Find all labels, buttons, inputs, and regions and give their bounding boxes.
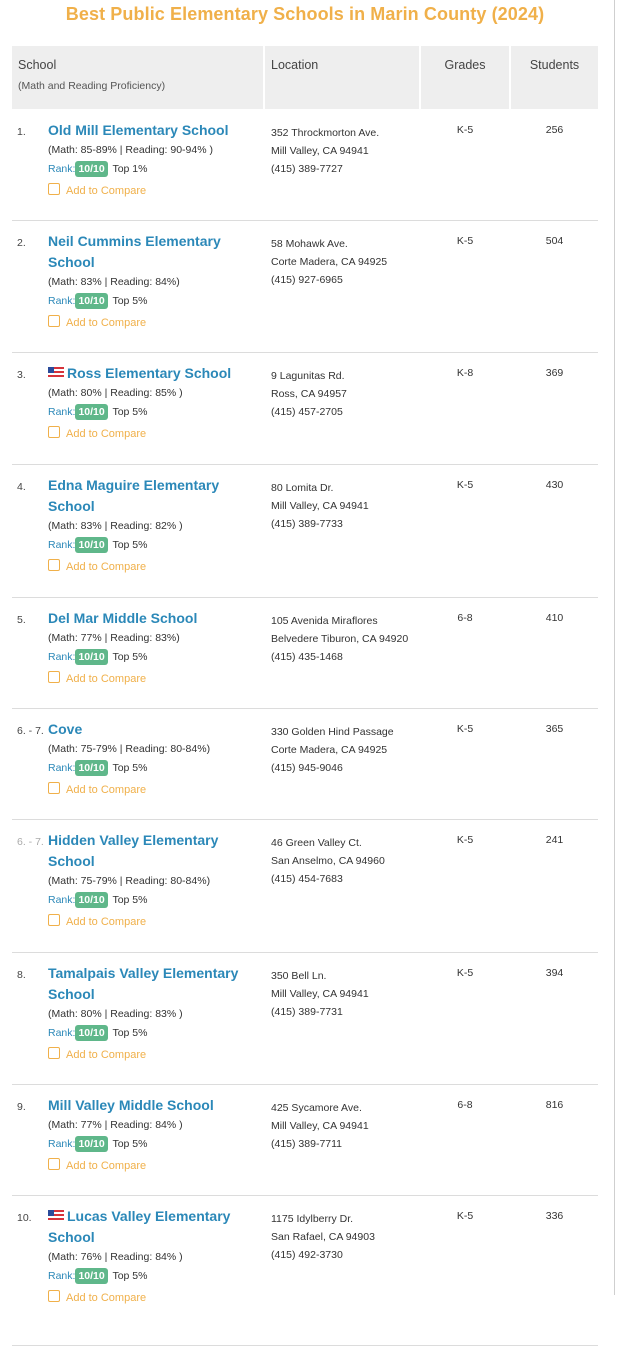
rank-label: Rank: xyxy=(48,762,76,774)
rank-number: 5. xyxy=(17,614,26,626)
rank-line xyxy=(48,1135,253,1153)
table-header xyxy=(12,46,598,109)
header-school-label: School xyxy=(18,58,57,72)
top-percent: Top 5% xyxy=(112,1270,148,1282)
top-percent: Top 5% xyxy=(112,894,148,906)
add-to-compare[interactable] xyxy=(48,782,253,797)
phone: (415) 454-7683 xyxy=(271,873,343,885)
rating-badge: 10/10 xyxy=(75,1268,107,1284)
phone: (415) 435-1468 xyxy=(271,651,343,663)
students-cell: 336 xyxy=(545,1210,564,1222)
grades-cell: K-5 xyxy=(456,124,474,136)
location-cell xyxy=(271,124,421,178)
rank-line xyxy=(48,648,253,666)
school-link[interactable] xyxy=(48,475,253,517)
add-to-compare[interactable] xyxy=(48,183,253,198)
school-cell xyxy=(48,363,253,441)
compare-checkbox[interactable] xyxy=(48,782,60,794)
add-to-compare[interactable] xyxy=(48,1290,253,1305)
school-link[interactable] xyxy=(48,963,253,1005)
rank-label: Rank: xyxy=(48,539,76,551)
grades-cell: K-8 xyxy=(456,367,474,379)
rank-line xyxy=(48,403,253,421)
proficiency-scores: (Math: 77% | Reading: 83%) xyxy=(48,632,180,644)
city: Ross, CA 94957 xyxy=(271,388,347,400)
phone: (415) 927-6965 xyxy=(271,274,343,286)
school-cell xyxy=(48,475,253,574)
rank-line xyxy=(48,891,253,909)
rank-label: Rank: xyxy=(48,894,76,906)
flag-icon xyxy=(48,367,64,377)
rank-number: 9. xyxy=(17,1101,26,1113)
location-cell xyxy=(271,1099,421,1153)
school-link[interactable] xyxy=(48,830,253,872)
add-to-compare[interactable] xyxy=(48,315,253,330)
grades-cell: K-5 xyxy=(456,967,474,979)
compare-checkbox[interactable] xyxy=(48,914,60,926)
school-name: Mill Valley Middle School xyxy=(48,1097,214,1113)
compare-label: Add to Compare xyxy=(66,1049,147,1061)
rating-badge: 10/10 xyxy=(75,1025,107,1041)
school-cell xyxy=(48,719,253,797)
rating-badge: 10/10 xyxy=(75,892,107,908)
rank-label: Rank: xyxy=(48,651,76,663)
phone: (415) 492-3730 xyxy=(271,1249,343,1261)
school-name: Tamalpais Valley Elementary School xyxy=(48,965,239,1002)
rank-line xyxy=(48,160,253,178)
rating-badge: 10/10 xyxy=(75,293,107,309)
compare-label: Add to Compare xyxy=(66,561,147,573)
rank-label: Rank: xyxy=(48,406,76,418)
school-link[interactable] xyxy=(48,719,253,740)
rating-badge: 10/10 xyxy=(75,161,107,177)
compare-checkbox[interactable] xyxy=(48,559,60,571)
top-percent: Top 5% xyxy=(112,651,148,663)
school-link[interactable] xyxy=(48,1206,253,1248)
compare-label: Add to Compare xyxy=(66,428,147,440)
rating-badge: 10/10 xyxy=(75,760,107,776)
location-cell xyxy=(271,723,421,777)
school-link[interactable] xyxy=(48,363,253,384)
grades-cell: K-5 xyxy=(456,834,474,846)
address: 352 Throckmorton Ave. xyxy=(271,127,380,139)
add-to-compare[interactable] xyxy=(48,1047,253,1062)
compare-label: Add to Compare xyxy=(66,1160,147,1172)
page-border xyxy=(614,0,615,1295)
proficiency-scores: (Math: 85-89% | Reading: 90-94% ) xyxy=(48,144,213,156)
compare-checkbox[interactable] xyxy=(48,315,60,327)
address: 350 Bell Ln. xyxy=(271,970,327,982)
city: Corte Madera, CA 94925 xyxy=(271,256,388,268)
rank-label: Rank: xyxy=(48,1138,76,1150)
phone: (415) 389-7711 xyxy=(271,1138,343,1150)
compare-checkbox[interactable] xyxy=(48,1290,60,1302)
grades-cell: K-5 xyxy=(456,723,474,735)
table-row xyxy=(12,952,598,1085)
students-cell: 816 xyxy=(545,1099,564,1111)
rank-number: 3. xyxy=(17,369,26,381)
location-cell xyxy=(271,834,421,888)
address: 80 Lomita Dr. xyxy=(271,482,334,494)
rating-badge: 10/10 xyxy=(75,1136,107,1152)
top-percent: Top 5% xyxy=(112,1138,148,1150)
compare-label: Add to Compare xyxy=(66,1292,147,1304)
rank-line xyxy=(48,536,253,554)
rank-number: 8. xyxy=(17,969,26,981)
phone: (415) 389-7733 xyxy=(271,518,343,530)
location-cell xyxy=(271,967,421,1021)
proficiency-scores: (Math: 80% | Reading: 83% ) xyxy=(48,1008,183,1020)
address: 46 Green Valley Ct. xyxy=(271,837,362,849)
rank-number: 2. xyxy=(17,237,26,249)
header-location[interactable]: Location xyxy=(265,46,419,109)
students-cell: 394 xyxy=(545,967,564,979)
rank-label: Rank: xyxy=(48,295,76,307)
school-name: Lucas Valley Elementary School xyxy=(48,1208,231,1245)
rank-number: 1. xyxy=(17,126,26,138)
rank-label: Rank: xyxy=(48,1027,76,1039)
rank-number: 6. - 7. xyxy=(17,836,44,848)
phone: (415) 457-2705 xyxy=(271,406,343,418)
phone: (415) 945-9046 xyxy=(271,762,343,774)
school-cell xyxy=(48,1206,253,1305)
city: Mill Valley, CA 94941 xyxy=(271,145,369,157)
table-row xyxy=(12,352,598,465)
rank-label: Rank: xyxy=(48,1270,76,1282)
compare-label: Add to Compare xyxy=(66,317,147,329)
school-cell xyxy=(48,1095,253,1173)
add-to-compare[interactable] xyxy=(48,426,253,441)
school-link[interactable] xyxy=(48,608,253,629)
compare-label: Add to Compare xyxy=(66,673,147,685)
school-name: Old Mill Elementary School xyxy=(48,122,229,138)
school-cell xyxy=(48,830,253,929)
city: Mill Valley, CA 94941 xyxy=(271,500,369,512)
top-percent: Top 5% xyxy=(112,295,148,307)
rank-number: 4. xyxy=(17,481,26,493)
compare-label: Add to Compare xyxy=(66,916,147,928)
compare-checkbox[interactable] xyxy=(48,1047,60,1059)
proficiency-scores: (Math: 75-79% | Reading: 80-84%) xyxy=(48,875,211,887)
proficiency-scores: (Math: 75-79% | Reading: 80-84%) xyxy=(48,743,211,755)
school-cell xyxy=(48,231,253,330)
compare-checkbox[interactable] xyxy=(48,671,60,683)
proficiency-scores: (Math: 80% | Reading: 85% ) xyxy=(48,387,183,399)
proficiency-scores: (Math: 83% | Reading: 84%) xyxy=(48,276,180,288)
school-link[interactable] xyxy=(48,231,253,273)
location-cell xyxy=(271,479,421,533)
students-cell: 365 xyxy=(545,723,564,735)
city: Corte Madera, CA 94925 xyxy=(271,744,388,756)
header-school-sublabel: (Math and Reading Proficiency) xyxy=(18,80,166,92)
table-row xyxy=(12,220,598,353)
students-cell: 369 xyxy=(545,367,564,379)
grades-cell: K-5 xyxy=(456,235,474,247)
table-row xyxy=(12,819,598,953)
rank-number: 10. xyxy=(17,1212,32,1224)
page-title: Best Public Elementary Schools in Marin County (2024) xyxy=(65,4,545,24)
table-row xyxy=(12,464,598,598)
add-to-compare[interactable] xyxy=(48,559,253,574)
address: 425 Sycamore Ave. xyxy=(271,1102,362,1114)
rank-line xyxy=(48,1267,253,1285)
location-cell xyxy=(271,367,421,421)
rank-number: 6. - 7. xyxy=(17,725,44,737)
header-students[interactable]: Students xyxy=(511,46,598,109)
address: 9 Lagunitas Rd. xyxy=(271,370,345,382)
compare-checkbox[interactable] xyxy=(48,183,60,195)
table-row xyxy=(12,1195,598,1346)
proficiency-scores: (Math: 76% | Reading: 84% ) xyxy=(48,1251,183,1263)
rating-badge: 10/10 xyxy=(75,649,107,665)
rank-line xyxy=(48,759,253,777)
rank-line xyxy=(48,1024,253,1042)
proficiency-scores: (Math: 83% | Reading: 82% ) xyxy=(48,520,183,532)
students-cell: 410 xyxy=(545,612,564,624)
compare-checkbox[interactable] xyxy=(48,426,60,438)
location-cell xyxy=(271,612,421,666)
add-to-compare[interactable] xyxy=(48,914,253,929)
school-name: Del Mar Middle School xyxy=(48,610,198,626)
city: San Anselmo, CA 94960 xyxy=(271,855,385,867)
school-cell xyxy=(48,608,253,686)
school-name: Ross Elementary School xyxy=(67,365,232,381)
header-school[interactable] xyxy=(12,46,263,109)
top-percent: Top 5% xyxy=(112,762,148,774)
address: 1175 Idylberry Dr. xyxy=(271,1213,354,1225)
compare-checkbox[interactable] xyxy=(48,1158,60,1170)
students-cell: 256 xyxy=(545,124,564,136)
city: San Rafael, CA 94903 xyxy=(271,1231,375,1243)
top-percent: Top 5% xyxy=(112,406,148,418)
school-name: Cove xyxy=(48,721,83,737)
students-cell: 241 xyxy=(545,834,564,846)
address: 330 Golden Hind Passage xyxy=(271,726,394,738)
school-name: Hidden Valley Elementary School xyxy=(48,832,219,869)
top-percent: Top 1% xyxy=(112,163,148,175)
school-name: Neil Cummins Elementary School xyxy=(48,233,221,270)
table-row xyxy=(12,109,598,221)
school-name: Edna Maguire Elementary School xyxy=(48,477,220,514)
rank-line xyxy=(48,292,253,310)
grades-cell: 6-8 xyxy=(457,612,473,624)
grades-cell: K-5 xyxy=(456,1210,474,1222)
top-percent: Top 5% xyxy=(112,1027,148,1039)
add-to-compare[interactable] xyxy=(48,1158,253,1173)
flag-icon xyxy=(48,1210,64,1220)
grades-cell: K-5 xyxy=(456,479,474,491)
city: Belvedere Tiburon, CA 94920 xyxy=(271,633,409,645)
add-to-compare[interactable] xyxy=(48,671,253,686)
rating-badge: 10/10 xyxy=(75,404,107,420)
phone: (415) 389-7731 xyxy=(271,1006,343,1018)
grades-cell: 6-8 xyxy=(457,1099,473,1111)
compare-label: Add to Compare xyxy=(66,185,147,197)
table-row xyxy=(12,597,598,709)
school-cell xyxy=(48,120,253,198)
rating-badge: 10/10 xyxy=(75,537,107,553)
address: 58 Mohawk Ave. xyxy=(271,238,348,250)
school-link[interactable] xyxy=(48,1095,253,1116)
city: Mill Valley, CA 94941 xyxy=(271,988,369,1000)
location-cell xyxy=(271,235,421,289)
city: Mill Valley, CA 94941 xyxy=(271,1120,369,1132)
top-percent: Top 5% xyxy=(112,539,148,551)
location-cell xyxy=(271,1210,421,1264)
school-cell xyxy=(48,963,253,1062)
compare-label: Add to Compare xyxy=(66,784,147,796)
header-grades[interactable]: Grades xyxy=(421,46,509,109)
rank-label: Rank: xyxy=(48,163,76,175)
proficiency-scores: (Math: 77% | Reading: 84% ) xyxy=(48,1119,183,1131)
students-cell: 504 xyxy=(545,235,564,247)
table-row xyxy=(12,708,598,820)
table-row xyxy=(12,1084,598,1196)
schools-table xyxy=(12,46,598,1304)
address: 105 Avenida Miraflores xyxy=(271,615,378,627)
phone: (415) 389-7727 xyxy=(271,163,343,175)
students-cell: 430 xyxy=(545,479,564,491)
school-link[interactable] xyxy=(48,120,253,141)
